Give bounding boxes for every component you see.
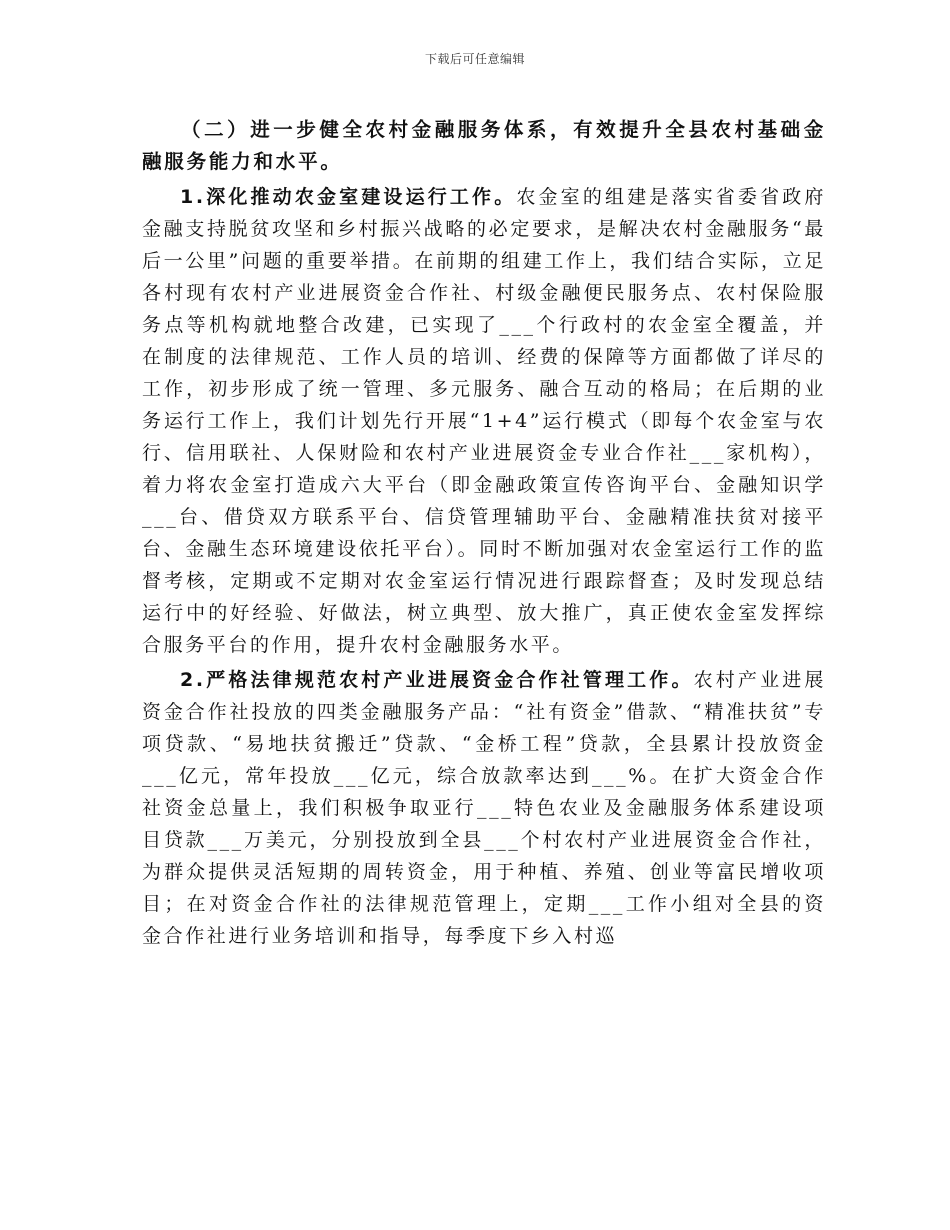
paragraph-2-lead: 2.严格法律规范农村产业进展资金合作社管理工作。 xyxy=(180,669,694,691)
paragraph-1-body: 农金室的组建是落实省委省政府金融支持脱贫攻坚和乡村振兴战略的必定要求，是解决农村金融服务“最后一公里”问题的重要举措。在前期的组建工作上，我们结合实际，立足各村现有农村产业进展资金合作社、村级金融便民服务点、农村保险服务点等机构就地整合改建，已实现了___个行政村的农金室全覆盖，并在制度的法律规范、工作人员的培训、经费的保障等方面都做了详尽的工作，初步形成了统一管理、多元服务、融合互动的格局；在后期的业务运行工作上，我们计划先行开展“1+4”运行模式（即每个农金室与农行、信用联社、人保财险和农村产业进展资金专业合作社___家机构），着力将农金室打造成六大平台（即金融政策宣传咨询平台、金融知识学___台、借贷双方联系平台、信贷管理辅助平台、金融精准扶贫对接平台、金融生态环境建设依托平台）。同时不断加强对农金室运行工作的监督考核，定期或不定期对农金室运行情况进行跟踪督查；及时发现总结运行中的好经验、好做法，树立典型、放大推广，真正使农金室发挥综合服务平台的作用，提升农村金融服务水平。 xyxy=(142,186,826,656)
paragraph-2-body: 农村产业进展资金合作社投放的四类金融服务产品：“社有资金”借款、“精准扶贫”专项贷款、“易地扶贫搬迁”贷款、“金桥工程”贷款，全县累计投放资金___亿元，常年投放___亿元，综合放款率达到___%。在扩大资金合作社资金总量上，我们积极争取亚行___特色农业及金融服务体系建设项目贷款___万美元，分别投放到全县___个村农村产业进展资金合作社，为群众提供灵活短期的周转资金，用于种植、养殖、创业等富民增收项目；在对资金合作社的法律规范管理上，定期___工作小组对全县的资金合作社进行业务培训和指导，每季度下乡入村巡 xyxy=(142,669,827,947)
paragraph-1-lead: 1.深化推动农金室建设运行工作。 xyxy=(180,186,517,208)
header-note: 下载后可任意编辑 xyxy=(424,52,525,66)
section-heading: （二）进一步健全农村金融服务体系，有效提升全县农村基础金融服务能力和水平。 xyxy=(142,118,826,173)
paragraph-2 xyxy=(142,664,826,952)
document-body xyxy=(142,114,826,952)
paragraph-1 xyxy=(142,181,826,661)
